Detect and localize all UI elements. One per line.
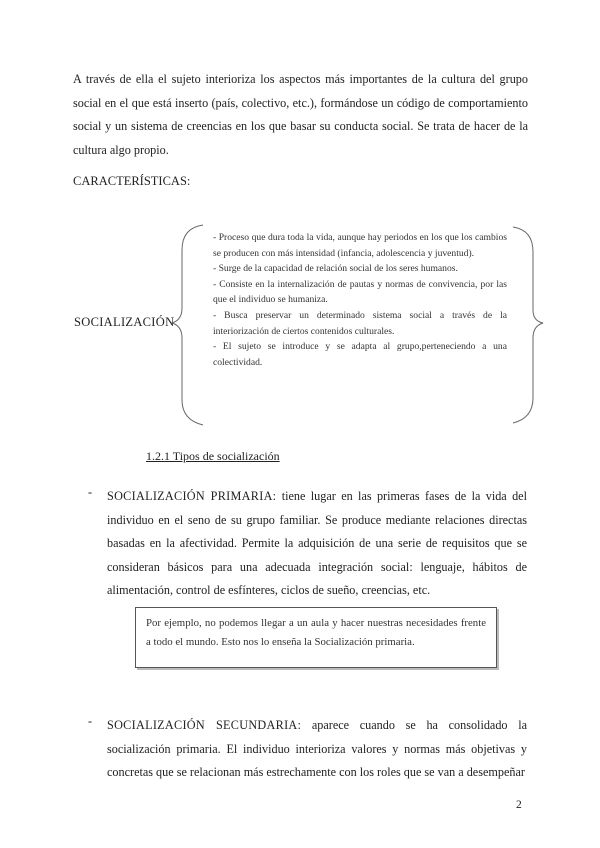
right-brace xyxy=(513,227,543,423)
characteristic-item: - Consiste en la internalización de pautas y normas de convivencia, por las que el individuo se humaniza. xyxy=(213,278,507,306)
intro-paragraph: A través de ella el sujeto interioriza los aspectos más importantes de la cultura del grupo social en el que está inserto (país, colectivo, etc.), formándose un código de comportamiento social y un sistema de creencias en los que basar su conducta social. Se trata de hacer de la cultura algo propio. xyxy=(73,72,528,157)
bullet-marker: - xyxy=(88,485,93,499)
diagram-label: SOCIALIZACIÓN xyxy=(74,315,175,329)
characteristic-item: - Surge de la capacidad de relación social de los seres humanos. xyxy=(213,263,458,275)
characteristic-item: - Busca preservar un determinado sistema social a través de la interiorización de ciertos contenidos culturales. xyxy=(213,309,507,337)
secondary-term: SOCIALIZACIÓN SECUNDARIA: xyxy=(107,718,302,732)
characteristic-item: - Proceso que dura toda la vida, aunque hay periodos en los que los cambios se producen con más intensidad (infancia, adolescencia y juventud). xyxy=(213,232,507,259)
bullet-marker: - xyxy=(88,714,93,728)
page-number: 2 xyxy=(516,799,522,811)
characteristic-item: - El sujeto se introduce y se adapta al grupo,perteneciendo a una colectividad. xyxy=(213,341,507,368)
left-brace xyxy=(172,225,203,425)
primary-description: tiene lugar en las primeras fases de la vida del individuo en el seno de su grupo familiar. Se produce mediante relaciones directas basadas en la afectividad. Permite la adquisición de una serie de requisitos que se consideran básicos para una adecuada integración social: lenguaje, hábitos de alimentación, control de esfínteres, ciclos de sueño, creencias, etc. xyxy=(107,489,527,598)
secondary-socialization-paragraph xyxy=(107,714,527,785)
characteristics-list xyxy=(213,230,507,370)
example-box: Por ejemplo, no podemos llegar a un aula y hacer nuestras necesidades frente a todo el mundo. Esto nos lo enseña la Socialización primaria. xyxy=(135,607,497,668)
section-title: 1.2.1 Tipos de socialización xyxy=(146,449,280,463)
characteristics-heading: CARACTERÍSTICAS: xyxy=(73,174,191,188)
primary-socialization-paragraph xyxy=(107,485,527,603)
secondary-description: aparece cuando se ha consolidado la socialización primaria. El individuo interioriza valores y normas más objetivas y concretas que se relacionan más estrechamente con los roles que se van a desempeñar xyxy=(107,718,527,780)
primary-term: SOCIALIZACIÓN PRIMARIA: xyxy=(107,489,277,503)
